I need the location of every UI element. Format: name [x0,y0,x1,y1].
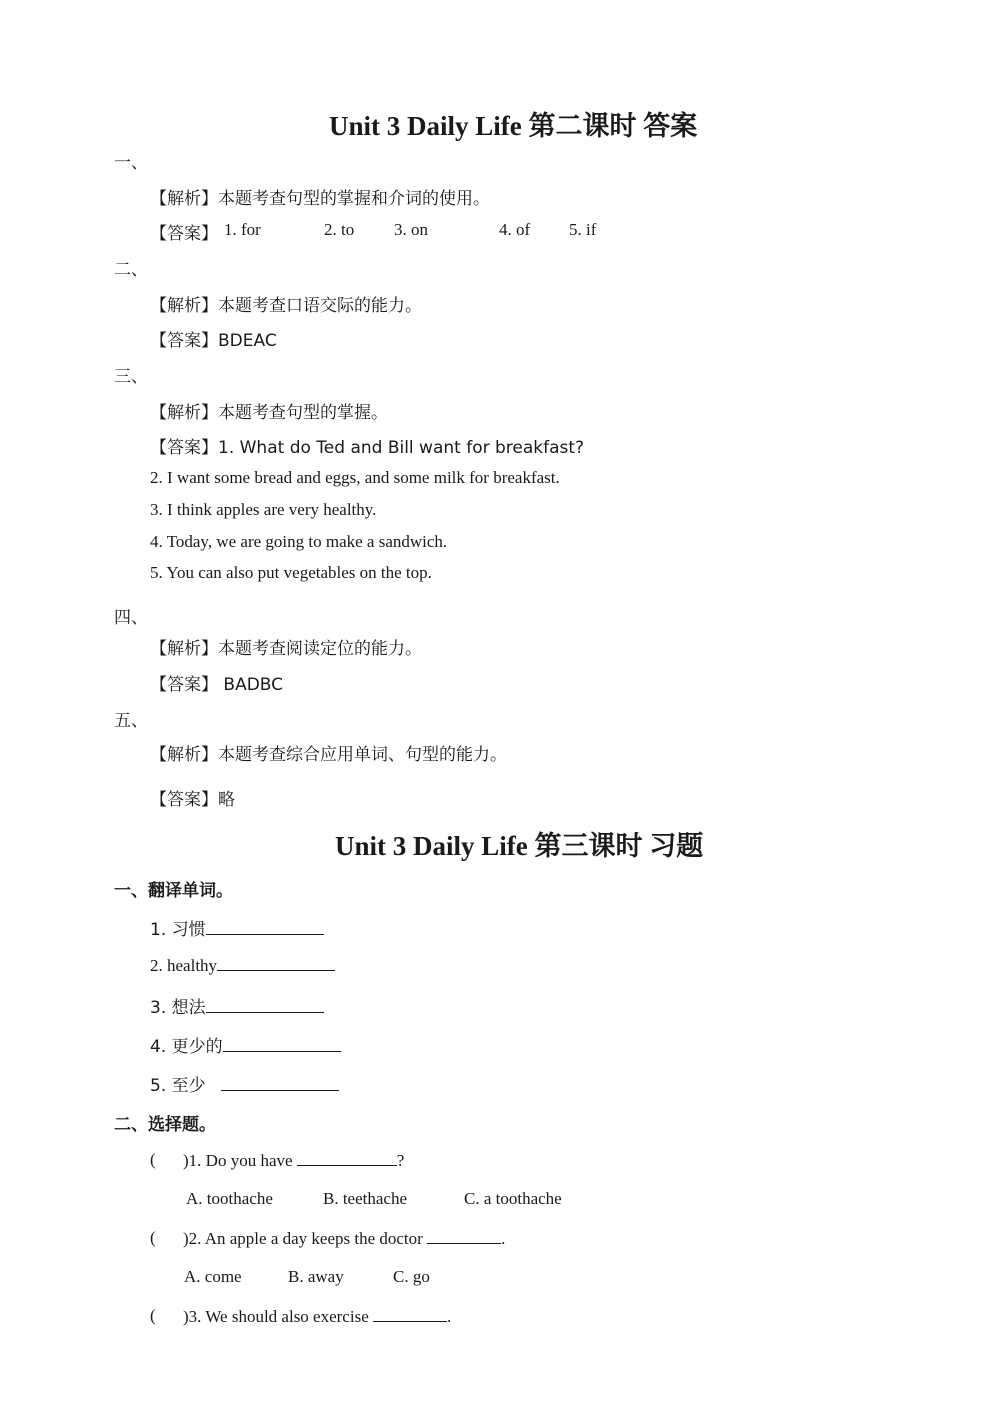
answer-text: 【答案】略 [150,790,235,810]
answer-text: 【答案】 BADBC [150,675,284,695]
analysis-text: 【解析】本题考查口语交际的能力。 [150,296,422,316]
analysis-text: 【解析】本题考查句型的掌握和介词的使用。 [150,189,490,209]
answer-line: 3. I think apples are very healthy. [150,500,377,519]
section-number: 五、 [114,711,148,731]
answer-blank[interactable] [221,1075,339,1091]
part-heading: 二、选择题。 [114,1115,216,1135]
answer-blank[interactable] [373,1306,447,1322]
section-number: 一、 [114,153,148,173]
answer-blank[interactable] [206,919,324,935]
answers-title: Unit 3 Daily Life 第二课时 答案 [329,111,698,141]
answer-item: 2. to [324,220,355,239]
translation-item [150,915,324,940]
answer-blank[interactable] [206,997,324,1013]
item-text: 2. healthy [150,956,218,975]
question-text: )3. We should also exercise . [183,1307,452,1326]
question-text: )2. An apple a day keeps the doctor . [183,1229,506,1248]
analysis-text: 【解析】本题考查综合应用单词、句型的能力。 [150,745,507,765]
item-text: 4. 更少的 [150,1037,223,1057]
answer-item: 4. of [499,220,531,239]
analysis-text: 【解析】本题考查阅读定位的能力。 [150,639,422,659]
answer-item: 3. on [394,220,428,239]
answer-item: 1. for [224,220,261,239]
answer-paren[interactable]: ( [150,1306,156,1325]
option[interactable]: A. come [184,1267,242,1286]
item-text: 1. 习惯 [150,920,206,940]
section-number: 二、 [114,260,148,280]
answer-blank[interactable] [427,1228,501,1244]
exercises-title: Unit 3 Daily Life 第三课时 习题 [335,831,704,861]
option[interactable]: C. go [393,1267,430,1286]
option[interactable]: B. away [288,1267,344,1286]
answer-line: 4. Today, we are going to make a sandwich. [150,532,448,551]
section-number: 四、 [114,608,148,628]
part-heading: 一、翻译单词。 [114,881,233,901]
answer-paren[interactable]: ( [150,1150,156,1169]
section-number: 三、 [114,367,148,387]
analysis-text: 【解析】本题考查句型的掌握。 [150,403,388,423]
item-text: 5. 至少 [150,1076,212,1096]
answer-blank[interactable] [217,955,335,971]
answer-paren[interactable]: ( [150,1228,156,1247]
option[interactable]: B. teethache [323,1189,408,1208]
item-text: 3. 想法 [150,998,206,1018]
answer-line: 2. I want some bread and eggs, and some milk for breakfast. [150,468,560,487]
translation-item [150,955,335,976]
answer-label: 【答案】 [150,224,218,244]
answer-text: 【答案】1. What do Ted and Bill want for breakfast? [150,438,585,458]
translation-item [150,1032,341,1057]
answer-blank[interactable] [297,1150,397,1166]
translation-item [150,1071,339,1096]
answer-item: 5. if [569,220,597,239]
question-text: )1. Do you have ? [183,1151,405,1170]
answer-text: 【答案】BDEAC [150,331,277,351]
option[interactable]: A. toothache [186,1189,273,1208]
answer-line: 5. You can also put vegetables on the top. [150,563,432,582]
translation-item [150,993,324,1018]
option[interactable]: C. a toothache [464,1189,562,1208]
answer-blank[interactable] [223,1036,341,1052]
